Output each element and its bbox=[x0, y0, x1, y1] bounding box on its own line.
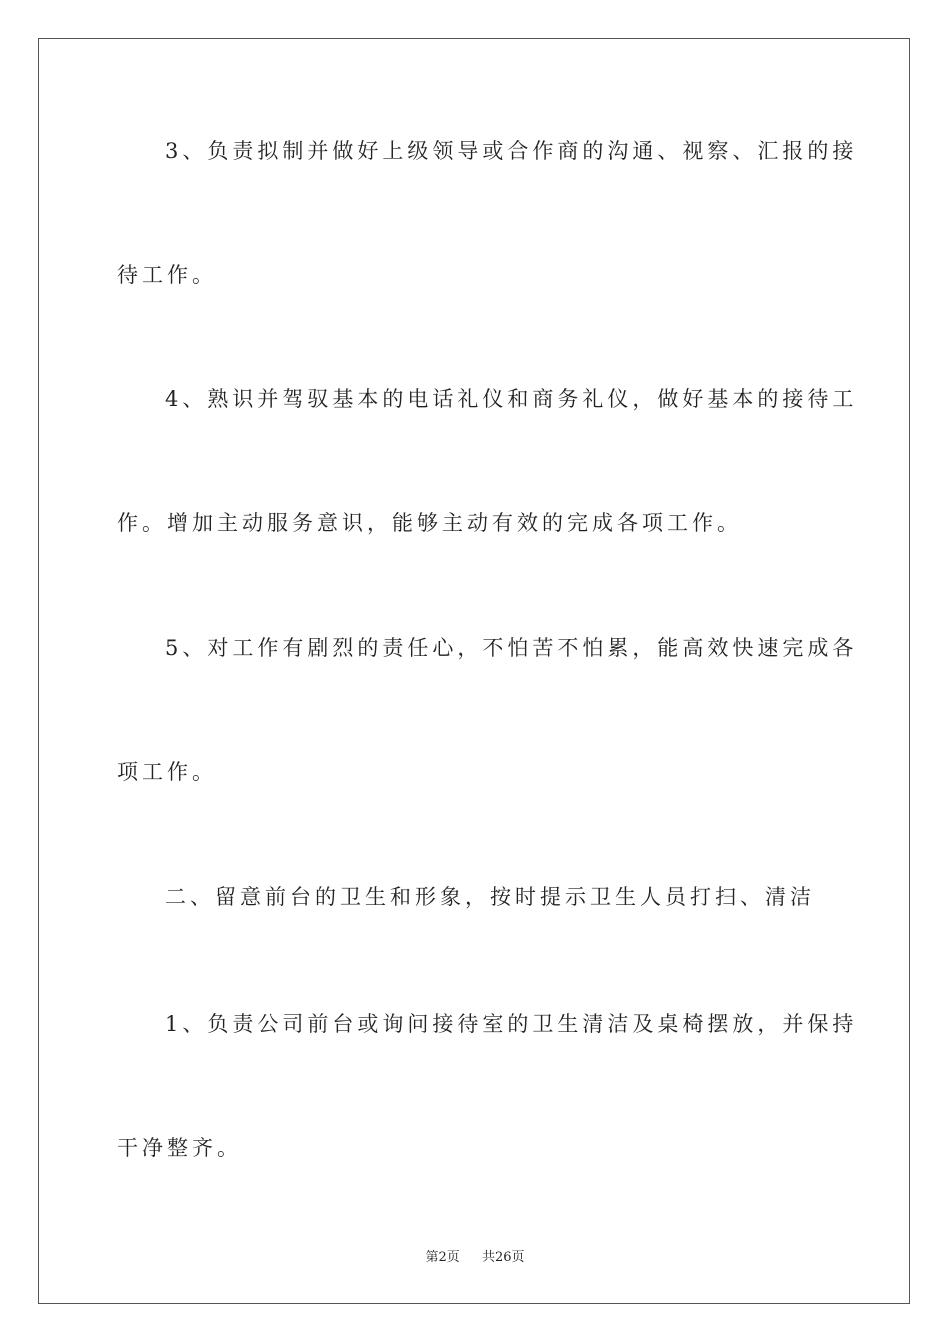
paragraph-1-line-1: 1、负责公司前台或询问接待室的卫生清洁及桌椅摆放，并保持 bbox=[165, 1012, 858, 1036]
page-border bbox=[38, 38, 910, 1304]
paragraph-3-line-1: 3、负责拟制并做好上级领导或合作商的沟通、视察、汇报的接 bbox=[165, 139, 858, 163]
total-page-count: 共26页 bbox=[482, 1250, 525, 1265]
current-page-number: 第2页 bbox=[425, 1250, 460, 1265]
paragraph-3-line-2: 待工作。 bbox=[117, 263, 217, 287]
paragraph-1-line-2: 干净整齐。 bbox=[117, 1136, 242, 1160]
section-heading-2: 二、留意前台的卫生和形象，按时提示卫生人员打扫、清洁 bbox=[165, 885, 815, 909]
page-footer bbox=[0, 1246, 950, 1265]
paragraph-4-line-2: 作。增加主动服务意识，能够主动有效的完成各项工作。 bbox=[117, 511, 742, 535]
paragraph-5-line-2: 项工作。 bbox=[117, 760, 217, 784]
paragraph-5-line-1: 5、对工作有剧烈的责任心，不怕苦不怕累，能高效快速完成各 bbox=[165, 636, 858, 660]
paragraph-4-line-1: 4、熟识并驾驭基本的电话礼仪和商务礼仪，做好基本的接待工 bbox=[165, 387, 858, 411]
